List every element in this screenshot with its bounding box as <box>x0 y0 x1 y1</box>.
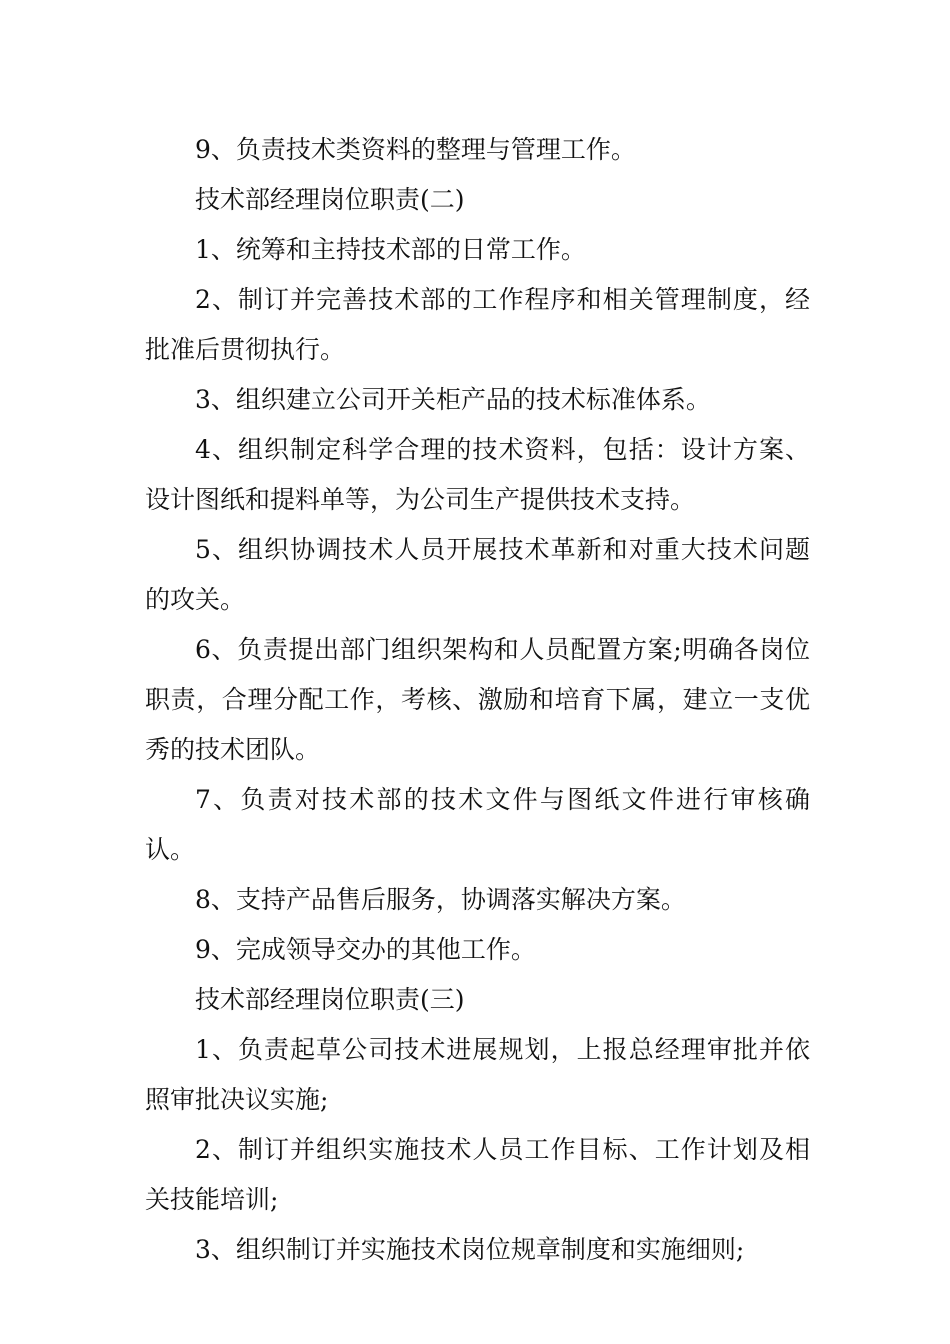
paragraph: 2、制订并完善技术部的工作程序和相关管理制度，经批准后贯彻执行。 <box>145 285 810 364</box>
paragraph: 1、负责起草公司技术进展规划，上报总经理审批并依照审批决议实施; <box>145 1035 810 1114</box>
paragraph: 4、组织制定科学合理的技术资料，包括：设计方案、设计图纸和提料单等，为公司生产提供技术支持。 <box>145 435 810 514</box>
paragraph: 6、负责提出部门组织架构和人员配置方案;明确各岗位职责，合理分配工作，考核、激励和培育下属，建立一支优秀的技术团队。 <box>145 635 810 764</box>
paragraph: 2、制订并组织实施技术人员工作目标、工作计划及相关技能培训; <box>145 1135 810 1214</box>
paragraph: 3、组织建立公司开关柜产品的技术标准体系。 <box>195 385 711 414</box>
document-body <box>145 125 810 1275</box>
section-heading: 技术部经理岗位职责(三) <box>195 985 465 1014</box>
paragraph: 1、统筹和主持技术部的日常工作。 <box>195 235 586 264</box>
paragraph: 9、完成领导交办的其他工作。 <box>195 935 536 964</box>
paragraph: 3、组织制订并实施技术岗位规章制度和实施细则; <box>195 1235 745 1264</box>
paragraph: 9、负责技术类资料的整理与管理工作。 <box>195 135 636 164</box>
section-heading: 技术部经理岗位职责(二) <box>195 185 465 214</box>
paragraph: 8、支持产品售后服务，协调落实解决方案。 <box>195 885 686 914</box>
paragraph: 7、负责对技术部的技术文件与图纸文件进行审核确认。 <box>145 785 810 864</box>
paragraph: 5、组织协调技术人员开展技术革新和对重大技术问题的攻关。 <box>145 535 810 614</box>
